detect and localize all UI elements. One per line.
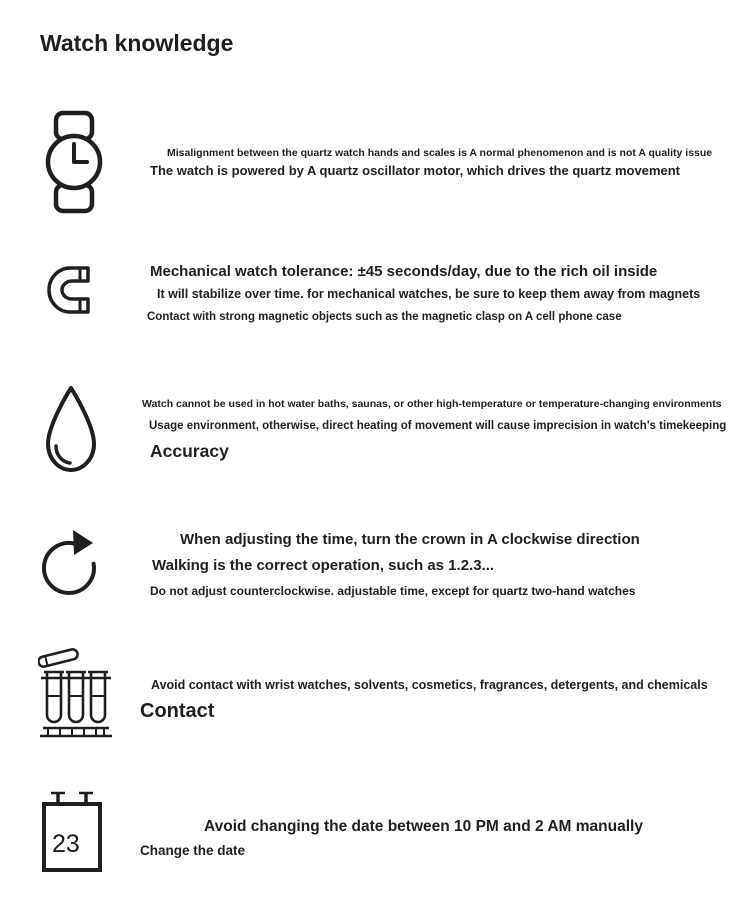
magnet-icon	[42, 258, 106, 322]
text-line: Change the date	[140, 843, 246, 858]
text-line: It will stabilize over time. for mechanical watches, be sure to keep them away from magnets	[157, 287, 701, 301]
text-line: The watch is powered by A quartz oscillator motor, which drives the quartz movement	[150, 163, 680, 178]
text-line: When adjusting the time, turn the crown in A clockwise direction	[180, 531, 640, 548]
section-heading-contact: Contact	[140, 700, 215, 722]
test-tubes-icon	[38, 644, 114, 744]
watch-icon	[42, 110, 106, 214]
water-drop-icon	[40, 382, 102, 478]
text-line: Contact with strong magnetic objects such as the magnetic clasp on A cell phone case	[147, 311, 622, 323]
text-line: Avoid contact with wrist watches, solvents, cosmetics, fragrances, detergents, and chemicals	[151, 678, 708, 692]
page-title: Watch knowledge	[40, 30, 234, 56]
text-line: Usage environment, otherwise, direct heating of movement will cause imprecision in watch's timekeeping	[149, 420, 727, 432]
text-line: Avoid changing the date between 10 PM and 2 AM manually	[204, 818, 643, 835]
clockwise-arrow-icon	[36, 520, 106, 610]
calendar-icon	[40, 788, 104, 874]
text-line: Misalignment between the quartz watch hands and scales is A normal phenomenon and is not A quality issue	[167, 147, 713, 159]
calendar-day-number: 23	[52, 830, 80, 858]
section-heading-accuracy: Accuracy	[150, 441, 229, 461]
text-line: Do not adjust counterclockwise. adjustable time, except for quartz two-hand watches	[150, 584, 636, 598]
text-line: Watch cannot be used in hot water baths, saunas, or other high-temperature or temperature-changing environments	[142, 398, 722, 410]
text-line: Mechanical watch tolerance: ±45 seconds/day, due to the rich oil inside	[150, 263, 658, 280]
text-line: Walking is the correct operation, such as 1.2.3...	[152, 557, 495, 574]
